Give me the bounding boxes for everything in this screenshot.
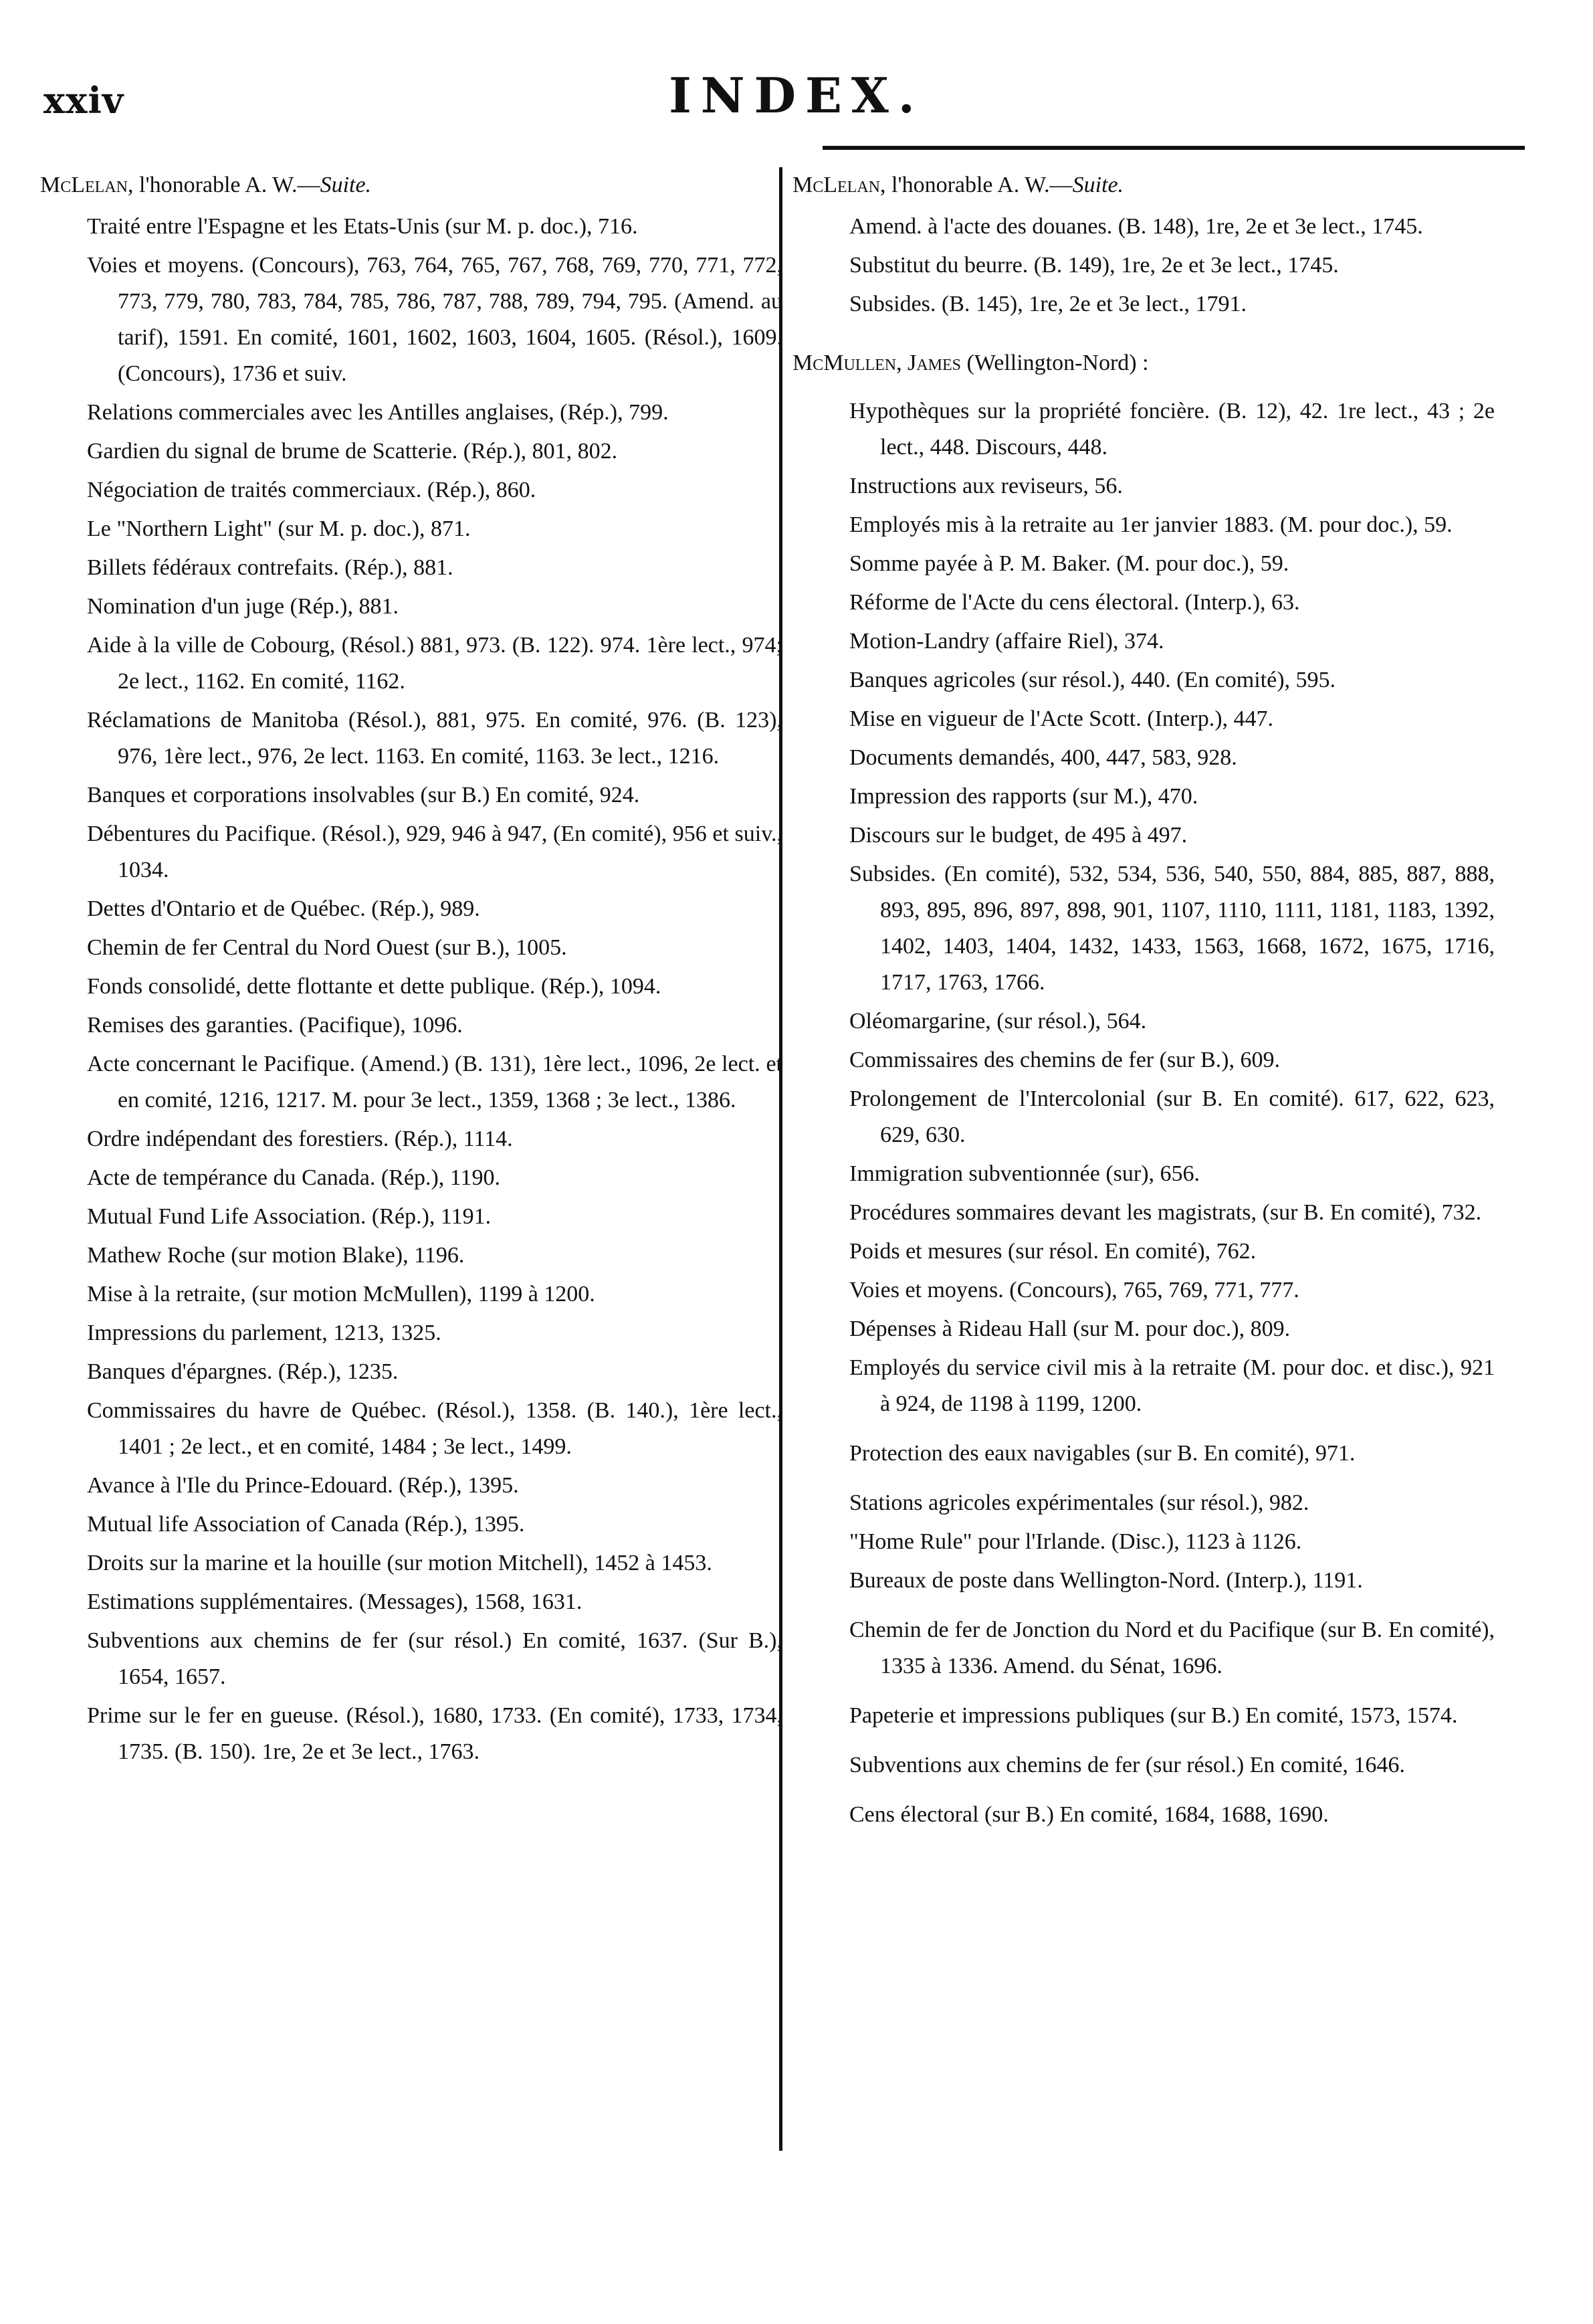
index-entry: Somme payée à P. M. Baker. (M. pour doc.), 59.	[849, 551, 1289, 576]
index-entry: Traité entre l'Espagne et les Etats-Unis (sur M. p. doc.), 716.	[87, 214, 638, 239]
heading-rest: , l'honorable A. W.—	[880, 173, 1073, 197]
right-column-heading	[792, 167, 1495, 203]
index-entry: Remises des garanties. (Pacifique), 1096.	[87, 1013, 463, 1038]
index-entry: Ordre indépendant des forestiers. (Rép.), 1114.	[87, 1127, 513, 1151]
index-entry: Poids et mesures (sur résol. En comité), 762.	[849, 1239, 1257, 1264]
index-entry: Banques agricoles (sur résol.), 440. (En comité), 595.	[849, 668, 1336, 692]
left-column	[40, 167, 782, 1773]
index-entry: Réforme de l'Acte du cens électoral. (Interp.), 63.	[849, 590, 1300, 615]
heading-suite: Suite.	[320, 173, 372, 197]
index-entry: Bureaux de poste dans Wellington-Nord. (Interp.), 1191.	[849, 1568, 1363, 1593]
index-entry: Impressions du parlement, 1213, 1325.	[87, 1321, 441, 1345]
column-divider	[779, 167, 782, 2151]
index-entry: Banques et corporations insolvables (sur B.) En comité, 924.	[87, 783, 640, 807]
index-entry: Dépenses à Rideau Hall (sur M. pour doc.), 809.	[849, 1317, 1291, 1341]
page-number: xxiv	[43, 79, 124, 122]
mcmullen-heading	[792, 345, 1495, 381]
index-entry: Subsides. (En comité), 532, 534, 536, 540, 550, 884, 885, 887, 888, 893, 895, 896, 897, 898, 901, 1107, 1110, 1111, 1181, 1183, 1392, 1402, 1403, 1404, 1432, 1433, 1563, 1668, 1672, 1675, 1716, 1717, 1763, 1766.	[849, 862, 1495, 995]
heading-suite: Suite.	[1072, 173, 1124, 197]
index-entry: Mise à la retraite, (sur motion McMullen), 1199 à 1200.	[87, 1282, 595, 1306]
index-entry: Mutual Fund Life Association. (Rép.), 1191.	[87, 1204, 492, 1229]
index-entry: Protection des eaux navigables (sur B. En comité), 971.	[849, 1441, 1356, 1466]
index-entry: Subventions aux chemins de fer (sur résol.) En comité, 1646.	[849, 1753, 1405, 1777]
index-entry: Motion-Landry (affaire Riel), 374.	[849, 629, 1164, 654]
index-entry: Instructions aux reviseurs, 56.	[849, 474, 1123, 498]
index-entry: Mise en vigueur de l'Acte Scott. (Interp.), 447.	[849, 706, 1274, 731]
index-entry: Subventions aux chemins de fer (sur résol.) En comité, 1637. (Sur B.), 1654, 1657.	[87, 1628, 782, 1689]
index-entry: Amend. à l'acte des douanes. (B. 148), 1re, 2e et 3e lect., 1745.	[849, 214, 1423, 239]
index-entry: Dettes d'Ontario et de Québec. (Rép.), 989.	[87, 896, 480, 921]
index-entry: Réclamations de Manitoba (Résol.), 881, 975. En comité, 976. (B. 123), 976, 1ère lect., 976, 2e lect. 1163. En comité, 1163. 3e lect., 1216.	[87, 708, 782, 769]
index-entry: Procédures sommaires devant les magistrats, (sur B. En comité), 732.	[849, 1200, 1482, 1225]
index-entry: Impression des rapports (sur M.), 470.	[849, 784, 1198, 809]
index-entry: Commissaires des chemins de fer (sur B.), 609.	[849, 1048, 1280, 1072]
index-entry: Immigration subventionnée (sur), 656.	[849, 1161, 1200, 1186]
index-entry: Nomination d'un juge (Rép.), 881.	[87, 594, 399, 619]
index-entry: Débentures du Pacifique. (Résol.), 929, 946 à 947, (En comité), 956 et suiv., 1034.	[87, 821, 782, 882]
index-entry: Estimations supplémentaires. (Messages), 1568, 1631.	[87, 1589, 582, 1614]
index-entry: Substitut du beurre. (B. 149), 1re, 2e et 3e lect., 1745.	[849, 253, 1339, 278]
index-entry: Voies et moyens. (Concours), 763, 764, 765, 767, 768, 769, 770, 771, 772, 773, 779, 780, 783, 784, 785, 786, 787, 788, 789, 794, 795. (Amend. au tarif), 1591. En comité, 1601, 1602, 1603, 1604, 1605. (Résol.), 1609. (Concours), 1736 et suiv.	[87, 253, 782, 386]
index-entry: Aide à la ville de Cobourg, (Résol.) 881, 973. (B. 122). 974. 1ère lect., 974; 2e lect., 1162. En comité, 1162.	[87, 633, 782, 694]
heading-name: McMullen, James	[792, 351, 962, 375]
index-entry: Mathew Roche (sur motion Blake), 1196.	[87, 1243, 465, 1268]
index-entry: Prolongement de l'Intercolonial (sur B. En comité). 617, 622, 623, 629, 630.	[849, 1086, 1495, 1147]
index-entry: Gardien du signal de brume de Scatterie. (Rép.), 801, 802.	[87, 439, 618, 464]
index-entry: Mutual life Association of Canada (Rép.), 1395.	[87, 1512, 525, 1537]
index-entry: Subsides. (B. 145), 1re, 2e et 3e lect., 1791.	[849, 292, 1247, 316]
index-entry: Chemin de fer de Jonction du Nord et du Pacifique (sur B. En comité), 1335 à 1336. Amend. du Sénat, 1696.	[849, 1618, 1495, 1678]
heading-rest: (Wellington-Nord) :	[961, 351, 1149, 375]
index-entry: Fonds consolidé, dette flottante et dette publique. (Rép.), 1094.	[87, 974, 661, 999]
index-entry: Droits sur la marine et la houille (sur motion Mitchell), 1452 à 1453.	[87, 1551, 712, 1575]
index-entry: Banques d'épargnes. (Rép.), 1235.	[87, 1359, 399, 1384]
index-entry: Relations commerciales avec les Antilles anglaises, (Rép.), 799.	[87, 400, 669, 425]
heading-rest: , l'honorable A. W.—	[128, 173, 320, 197]
index-entry: Négociation de traités commerciaux. (Rép.), 860.	[87, 478, 536, 502]
index-entry: Papeterie et impressions publiques (sur B.) En comité, 1573, 1574.	[849, 1703, 1458, 1728]
index-entry: Avance à l'Ile du Prince-Edouard. (Rép.), 1395.	[87, 1473, 519, 1498]
index-entry: Stations agricoles expérimentales (sur résol.), 982.	[849, 1490, 1309, 1515]
index-entry: Hypothèques sur la propriété foncière. (B. 12), 42. 1re lect., 43 ; 2e lect., 448. Discours, 448.	[849, 399, 1495, 460]
header-rule	[823, 146, 1525, 150]
index-entry: Commissaires du havre de Québec. (Résol.), 1358. (B. 140.), 1ère lect., 1401 ; 2e lect., et en comité, 1484 ; 3e lect., 1499.	[87, 1398, 782, 1459]
right-column	[792, 167, 1495, 1836]
index-entry: Employés mis à la retraite au 1er janvier 1883. (M. pour doc.), 59.	[849, 512, 1453, 537]
index-entry: Documents demandés, 400, 447, 583, 928.	[849, 745, 1237, 770]
index-entry: "Home Rule" pour l'Irlande. (Disc.), 1123 à 1126.	[849, 1529, 1302, 1554]
index-entry: Oléomargarine, (sur résol.), 564.	[849, 1009, 1147, 1034]
heading-name: McLelan	[40, 173, 128, 197]
left-column-heading	[40, 167, 782, 203]
index-entry: Cens électoral (sur B.) En comité, 1684, 1688, 1690.	[849, 1802, 1329, 1827]
index-entry: Acte de tempérance du Canada. (Rép.), 1190.	[87, 1165, 501, 1190]
index-entry: Billets fédéraux contrefaits. (Rép.), 881.	[87, 555, 453, 580]
index-entry: Acte concernant le Pacifique. (Amend.) (B. 131), 1ère lect., 1096, 2e lect. et en comité, 1216, 1217. M. pour 3e lect., 1359, 1368 ; 3e lect., 1386.	[87, 1052, 782, 1112]
index-entry: Employés du service civil mis à la retraite (M. pour doc. et disc.), 921 à 924, de 1198 à 1199, 1200.	[849, 1355, 1495, 1416]
index-entry: Le "Northern Light" (sur M. p. doc.), 871.	[87, 516, 471, 541]
page-title: INDEX.	[669, 67, 924, 124]
index-entry: Prime sur le fer en gueuse. (Résol.), 1680, 1733. (En comité), 1733, 1734, 1735. (B. 150). 1re, 2e et 3e lect., 1763.	[87, 1703, 782, 1764]
heading-name: McLelan	[792, 173, 880, 197]
index-entry: Chemin de fer Central du Nord Ouest (sur B.), 1005.	[87, 935, 567, 960]
index-entry: Discours sur le budget, de 495 à 497.	[849, 823, 1188, 848]
index-entry: Voies et moyens. (Concours), 765, 769, 771, 777.	[849, 1278, 1299, 1302]
